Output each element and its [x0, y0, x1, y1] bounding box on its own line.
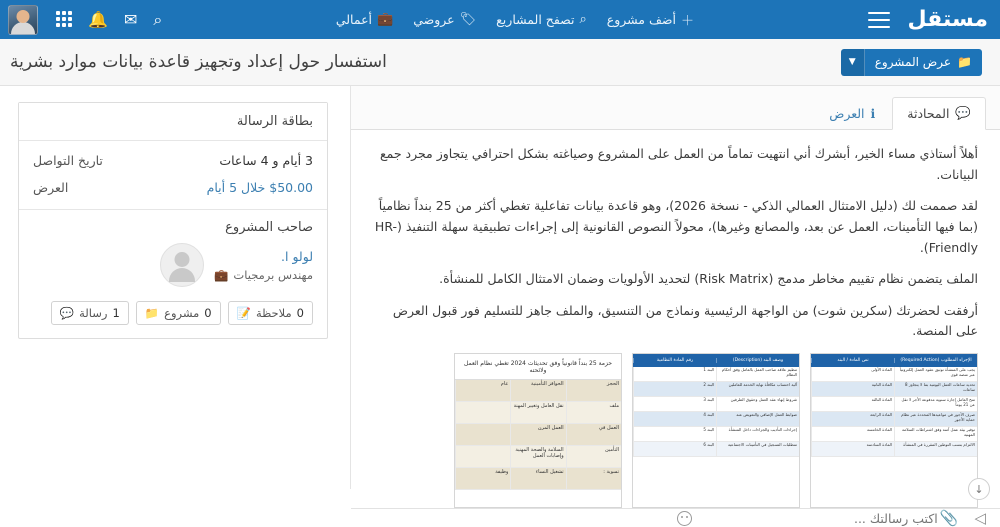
contact-date-row [19, 147, 327, 174]
owner-role [214, 268, 313, 282]
offer-label: العرض [33, 180, 69, 195]
owner-role-label: مهندس برمجيات [233, 267, 313, 282]
message-composer [351, 508, 1000, 527]
top-nav-right-group [868, 7, 988, 32]
conversation-tabs [351, 86, 1000, 130]
folder-icon: 📁 [144, 306, 160, 320]
attachment-thumbnail-2[interactable] [632, 353, 800, 508]
project-owner-label: صاحب المشروع [225, 220, 313, 235]
cell: عام [455, 380, 510, 401]
cell [455, 424, 510, 445]
hamburger-menu-icon[interactable] [868, 12, 890, 28]
owner-avatar[interactable] [160, 243, 204, 287]
cell: التأمين [566, 446, 621, 467]
nav-my-work[interactable] [336, 12, 393, 27]
cell: المادة الخامسة [811, 427, 894, 441]
contact-date-label: تاريخ التواصل [33, 153, 103, 168]
pill-notes-count: 0 [296, 306, 304, 320]
cell: تسوية : [566, 468, 621, 489]
thumb2-header-col-2: رقم المادة النظامية [633, 358, 716, 363]
nav-my-work-label: أعمالي [335, 12, 373, 27]
table-row [455, 468, 621, 490]
message-input[interactable] [700, 510, 940, 527]
cell: ضوابط العمل الإضافي والتعويض عنه [716, 412, 799, 426]
info-icon: ℹ [870, 105, 876, 121]
message-card [18, 102, 328, 339]
thumb1-header [811, 354, 977, 367]
message-paragraph-3: الملف يتضمن نظام تقييم مخاطر مدمج (Risk Matrix) لتحديد الأولويات وضمان الامتثال الكامل للمنشأة. [439, 271, 978, 287]
search-icon[interactable]: ⌕ [153, 9, 163, 29]
briefcase-small-icon: 💼 [214, 267, 229, 282]
message-card-title: بطاقة الرسالة [19, 103, 327, 141]
plus-icon: ＋ [681, 14, 695, 29]
table-row [633, 442, 799, 457]
chat-icon: 💬 [955, 105, 971, 120]
view-project-label: عرض المشروع [874, 55, 952, 69]
owner-info [214, 249, 313, 282]
cell: البند 1 [633, 367, 716, 381]
nav-add-project-label: أضف مشروع [606, 12, 677, 27]
table-row [455, 402, 621, 424]
page-title: استفسار حول إعداد وتجهيز قاعدة بيانات موارد بشرية [10, 52, 387, 72]
composer-actions [940, 509, 986, 527]
bell-icon[interactable]: 🔔 [88, 9, 108, 29]
send-icon[interactable]: ◁ [974, 509, 986, 527]
cell: متطلبات التسجيل في التأمينات الاجتماعية [716, 442, 799, 456]
cell: وظيفة [455, 468, 510, 489]
cell: ملف [566, 402, 621, 423]
message-paragraph-1: أهلاً أستاذي مساء الخير، أبشرك أني انتهيت تماماً من العمل على المشروع وصياغته بشكل احترافي يتجاوز مجرد جمع البيانات. [379, 146, 978, 182]
cell: صرف الأجور في مواعيدها المحددة عبر نظام حماية الأجور [894, 412, 977, 426]
table-row [455, 424, 621, 446]
cell: الحجز [566, 380, 621, 401]
note-icon: 📝 [236, 306, 251, 320]
message-icon: 💬 [59, 306, 75, 320]
arrow-down-icon[interactable]: ↓ [968, 478, 990, 500]
nav-add-project[interactable] [607, 10, 694, 29]
pill-projects-label: مشروع [164, 306, 200, 320]
conversation-panel [350, 86, 1000, 527]
pill-notes[interactable] [228, 301, 313, 325]
paperclip-icon[interactable]: 📎 [939, 509, 959, 527]
message-paragraph-4: أرفقت لحضرتك (سكرين شوت) من الواجهة الرئيسية ونماذج من التنسيق، والملف جاهز للتسليم فور قبول العرض على المنصة. [392, 302, 978, 339]
brand-logo[interactable]: مستقل [907, 7, 988, 32]
thumb1-header-col-2: نص المادة / البند [811, 358, 894, 363]
table-row [633, 382, 799, 397]
cell: الالتزام بنسب التوطين المقررة في المنشأة [894, 442, 977, 456]
tab-conversation-label: المحادثة [907, 105, 950, 121]
tab-offer[interactable] [814, 97, 890, 130]
cell: البند 2 [633, 382, 716, 396]
view-project-split-button[interactable] [841, 49, 982, 76]
cell: منح العامل إجازة سنوية مدفوعة الأجر لا تقل عن 21 يوماً [894, 397, 977, 411]
cell: يجب على المنشأة توثيق عقود العمل إلكترونياً عبر منصة قوى [894, 367, 977, 381]
cell: العمل المرن [510, 424, 565, 445]
cell: البند 5 [633, 427, 716, 441]
table-row [633, 367, 799, 382]
envelope-icon[interactable]: ✉ [123, 9, 138, 29]
avatar[interactable] [8, 5, 38, 35]
page-header [0, 39, 1000, 86]
briefcase-icon: 💼 [377, 12, 394, 27]
table-row [811, 382, 977, 397]
table-row [633, 397, 799, 412]
cell: العمل في [566, 424, 621, 445]
cell: المادة السادسة [811, 442, 894, 456]
nav-browse-projects[interactable] [496, 12, 587, 27]
view-project-button[interactable] [865, 49, 982, 76]
offer-value: $50.00 خلال 5 أيام [206, 180, 313, 195]
cell: المادة الرابعة [811, 412, 894, 426]
table-row [811, 442, 977, 457]
tab-offer-label: العرض [829, 105, 865, 121]
smiley-icon[interactable] [677, 511, 692, 526]
offer-row [19, 174, 327, 201]
nav-my-offers[interactable] [413, 12, 476, 27]
pill-messages-count: 1 [112, 306, 120, 320]
table-row [633, 427, 799, 442]
nav-browse-projects-label: تصفح المشاريع [496, 12, 575, 27]
top-nav-links [336, 10, 694, 29]
pill-notes-label: ملاحظة [255, 306, 292, 320]
pill-projects[interactable] [136, 301, 221, 325]
owner-stat-pills [19, 297, 327, 338]
cell [455, 446, 510, 467]
table-row [811, 397, 977, 412]
cell: البند 6 [633, 442, 716, 456]
cell: إجراءات التأديب والجزاءات داخل المنشأة [716, 427, 799, 441]
contact-date-value: 3 أيام و 4 ساعات [219, 153, 313, 168]
cell: تشغيل النساء [510, 468, 565, 489]
cell: المادة الثالثة [811, 397, 894, 411]
message-paragraph-2: لقد صممت لك (دليل الامتثال العمالي الذكي - نسخة 2026)، وهو قاعدة بيانات تفاعلية تغطي أكثر من 25 بنداً نظامياً (بما فيها التأمينات، العمل عن بعد، والمصانع وغيرها)، محولاً النصوص القانونية إلى إجراءات تطبيقية سهلة التنفيذ (HR-Friendly). [374, 198, 978, 255]
composer-input-wrap [365, 510, 940, 527]
cell: البند 3 [633, 397, 716, 411]
table-row [811, 427, 977, 442]
grid-icon[interactable] [54, 11, 72, 29]
cell: المادة الأولى [811, 367, 894, 381]
cell: آلية احتساب مكافأة نهاية الخدمة للعاملين [716, 382, 799, 396]
message-card-panel [0, 86, 350, 489]
cell [455, 402, 510, 423]
tab-conversation[interactable] [892, 97, 986, 130]
cell: السلامة والصحة المهنية وإصابات العمل [510, 446, 565, 467]
table-row [811, 412, 977, 427]
top-navigation-bar [0, 0, 1000, 39]
attachment-thumbnail-1[interactable] [810, 353, 978, 508]
cell: البند 4 [633, 412, 716, 426]
cell: الحوافز التأمينية [510, 380, 565, 401]
top-nav-left-group [8, 5, 162, 35]
chevron-down-icon[interactable]: ▼ [841, 49, 865, 76]
table-row [811, 367, 977, 382]
owner-name[interactable]: لولو ا. [281, 248, 313, 264]
thumb3-title: حزمة 25 بنداً قانونياً وفق تحديثات 2024 تغطي نظام العمل ولائحته [455, 354, 621, 380]
cell: توفير بيئة عمل آمنة وفق اشتراطات السلامة المهنية [894, 427, 977, 441]
project-owner [19, 239, 327, 297]
search-projects-icon: ⌕ [579, 12, 587, 27]
pill-messages[interactable] [51, 301, 129, 325]
cell: تحديد ساعات العمل اليومية بما لا يتجاوز 8 ساعات [894, 382, 977, 396]
table-row [455, 446, 621, 468]
cell: تنظيم علاقة صاحب العمل بالعامل وفق أحكام النظام [716, 367, 799, 381]
nav-my-offers-label: عروضي [413, 12, 455, 27]
thumb2-header [633, 354, 799, 367]
table-row [455, 380, 621, 402]
thumb1-header-col-1: الإجراء المطلوب (Required Action) [894, 358, 977, 363]
table-row [633, 412, 799, 427]
message-body [351, 130, 1000, 508]
attachment-thumbnail-3[interactable] [454, 353, 622, 508]
attachment-thumbnails [373, 353, 978, 508]
thumb2-header-col-1: وصف البند (Description) [716, 358, 799, 363]
pill-messages-label: رسالة [79, 306, 108, 320]
tag-icon: 🏷 [459, 12, 477, 27]
pill-projects-count: 0 [204, 306, 212, 320]
main-content [0, 86, 1000, 527]
folder-icon: 📁 [957, 55, 972, 69]
cell: نقل العامل وتغيير المهنة [510, 402, 565, 423]
cell: شروط إنهاء عقد العمل وحقوق الطرفين [716, 397, 799, 411]
cell: المادة الثانية [811, 382, 894, 396]
